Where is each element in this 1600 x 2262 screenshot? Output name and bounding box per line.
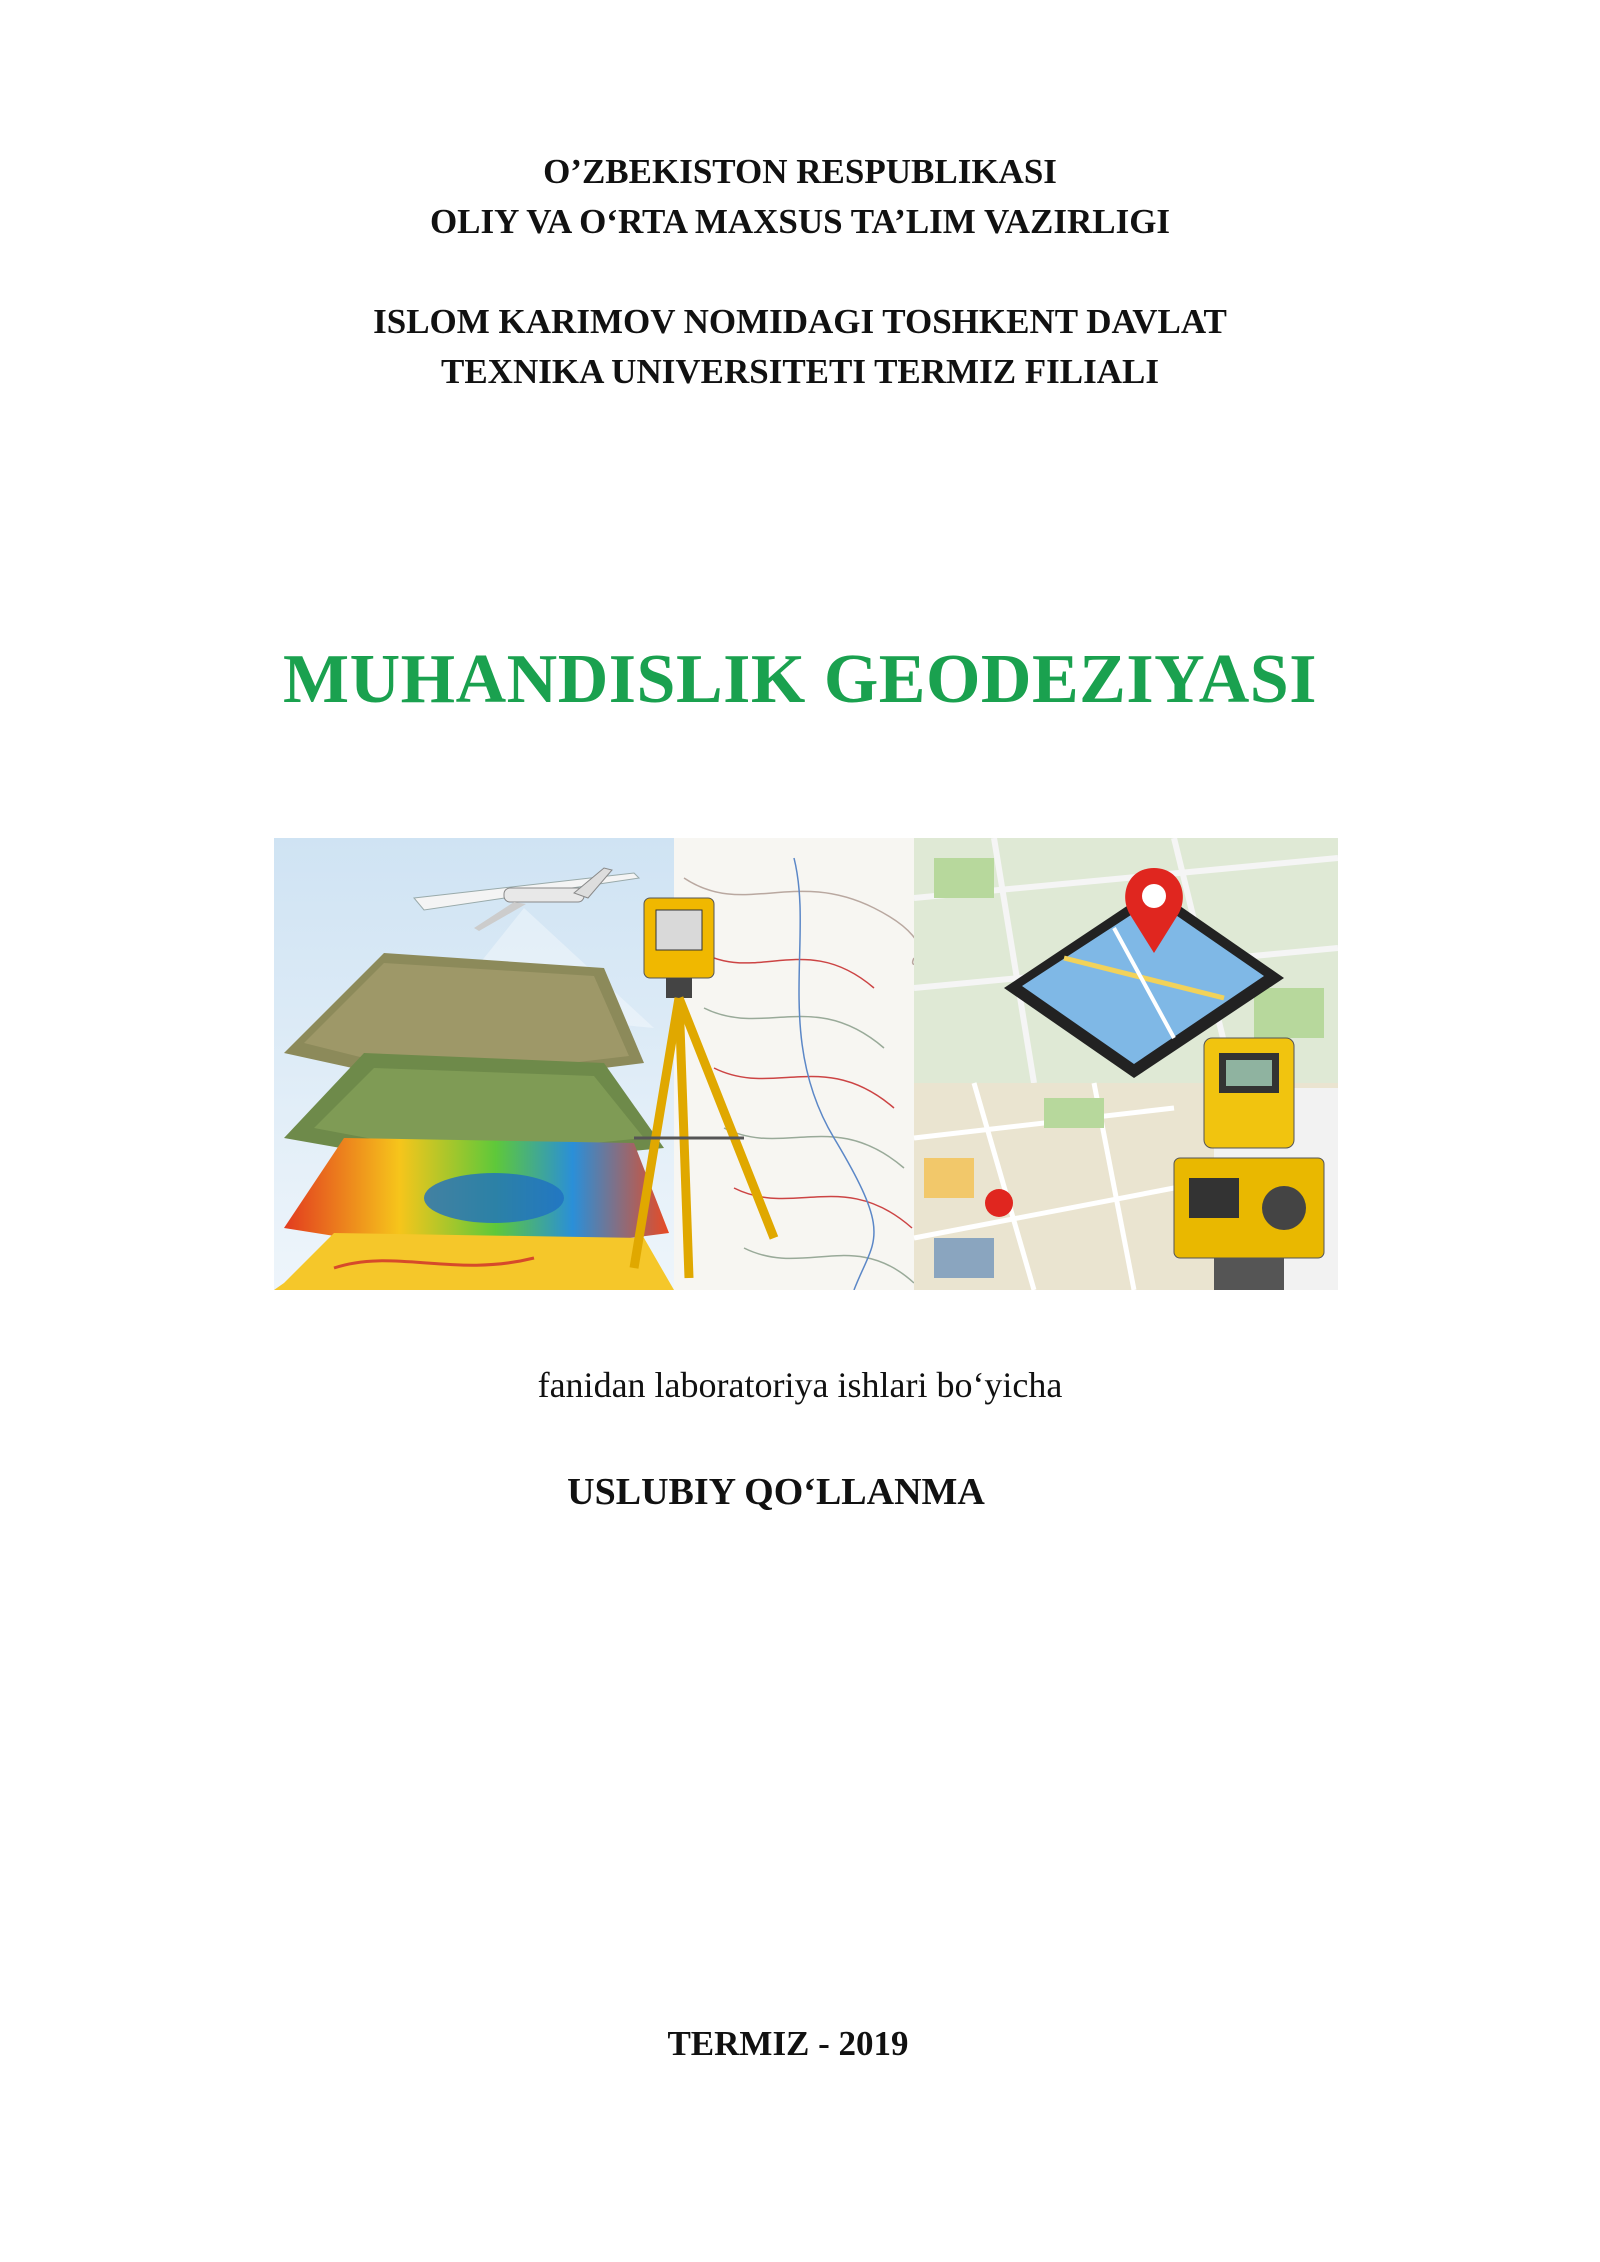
document-type: USLUBIY QO‘LLANMA (567, 1471, 985, 1513)
terrain-layers-icon (274, 953, 674, 1290)
cover-illustration (274, 838, 1338, 1290)
footer-city-year: TERMIZ - 2019 (667, 2024, 909, 2063)
ministry-line-1: O’ZBEKISTON RESPUBLIKASI (543, 152, 1057, 191)
document-subtitle: fanidan laboratoriya ishlari bo‘yicha (537, 1365, 1063, 1405)
document-title: MUHANDISLIK GEODEZIYASI (283, 641, 1317, 718)
university-line-1: ISLOM KARIMOV NOMIDAGI TOSHKENT DAVLAT (373, 302, 1227, 341)
ministry-line-2: OLIY VA O‘RTA MAXSUS TA’LIM VAZIRLIGI (429, 202, 1171, 241)
university-line-2: TEXNIKA UNIVERSITETI TERMIZ FILIALI (440, 352, 1160, 391)
